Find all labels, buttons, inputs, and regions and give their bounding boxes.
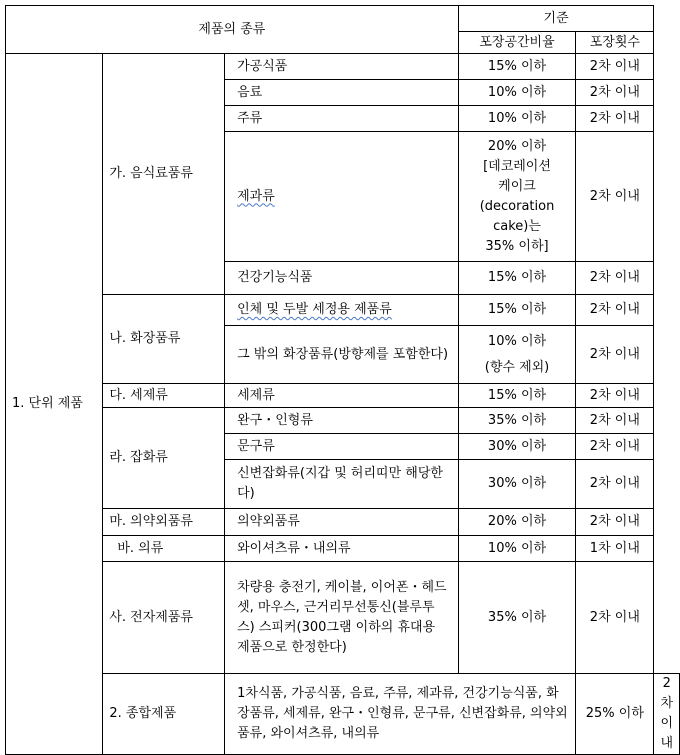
ratio-quasi-drug: 20% 이하 — [458, 509, 575, 536]
item-shirts-underwear: 와이셔츠류・내의류 — [225, 536, 459, 562]
item-health-food: 건강기능식품 — [225, 262, 459, 295]
count-stationery: 2차 이내 — [576, 434, 654, 460]
count-toys: 2차 이내 — [576, 408, 654, 434]
item-beverage: 음료 — [225, 80, 459, 106]
header-standard: 기준 — [458, 6, 654, 32]
ratio-shirts-underwear: 10% 이하 — [458, 536, 575, 562]
count-body-hair-wash: 2차 이내 — [576, 295, 654, 326]
count-health-food: 2차 이내 — [576, 262, 654, 295]
item-personal-goods: 신변잡화류(지갑 및 허리띠만 해당한다) — [225, 460, 459, 509]
count-other-cosmetics: 2차 이내 — [576, 326, 654, 384]
item-toys: 완구・인형류 — [225, 408, 459, 434]
ratio-beverage: 10% 이하 — [458, 80, 575, 106]
count-quasi-drug: 2차 이내 — [576, 509, 654, 536]
item-quasi-drug: 의약외품류 — [225, 509, 459, 536]
item-confectionery: 제과류 — [225, 132, 459, 262]
category-quasi-drug: 마. 의약외품류 — [103, 509, 225, 536]
header-space-ratio: 포장공간비율 — [458, 32, 575, 54]
category-sundries: 라. 잡화류 — [103, 408, 225, 509]
ratio-personal-goods: 30% 이하 — [458, 460, 575, 509]
ratio-other-cosmetics: 10% 이하 (향수 제외) — [458, 326, 575, 384]
item-liquor: 주류 — [225, 106, 459, 132]
count-personal-goods: 2차 이내 — [576, 460, 654, 509]
ratio-body-hair-wash: 15% 이하 — [458, 295, 575, 326]
count-electronics: 2차 이내 — [576, 562, 654, 674]
header-product-kind: 제품의 종류 — [6, 6, 459, 54]
group-unit-products: 1. 단위 제품 — [6, 54, 103, 755]
item-other-cosmetics: 그 밖의 화장품류(방향제를 포함한다) — [225, 326, 459, 384]
item-body-hair-wash: 인체 및 두발 세정용 제품류 — [225, 295, 459, 326]
ratio-stationery: 30% 이하 — [458, 434, 575, 460]
category-cosmetics: 나. 화장품류 — [103, 295, 225, 384]
count-beverage: 2차 이내 — [576, 80, 654, 106]
header-packaging-count: 포장횟수 — [576, 32, 654, 54]
ratio-combined: 25% 이하 — [576, 674, 654, 755]
count-liquor: 2차 이내 — [576, 106, 654, 132]
category-detergent: 다. 세제류 — [103, 384, 225, 408]
category-clothing: 바. 의류 — [103, 536, 225, 562]
item-processed-food: 가공식품 — [225, 54, 459, 80]
ratio-health-food: 15% 이하 — [458, 262, 575, 295]
category-electronics: 사. 전자제품류 — [103, 562, 225, 674]
item-combined: 1차식품, 가공식품, 음료, 주류, 제과류, 건강기능식품, 화장품류, 세제류, 완구・인형류, 문구류, 신변잡화류, 의약외품류, 와이셔츠류, 내의류 — [225, 674, 576, 755]
ratio-detergent: 15% 이하 — [458, 384, 575, 408]
group-combined-products: 2. 종합제품 — [103, 674, 225, 755]
count-combined: 2차 이내 — [654, 674, 680, 755]
count-detergent: 2차 이내 — [576, 384, 654, 408]
ratio-confectionery: 20% 이하 [데코레이션 케이크 (decoration cake)는 35% 이하] — [458, 132, 575, 262]
ratio-electronics: 35% 이하 — [458, 562, 575, 674]
count-shirts-underwear: 1차 이내 — [576, 536, 654, 562]
item-detergent: 세제류 — [225, 384, 459, 408]
count-confectionery: 2차 이내 — [576, 132, 654, 262]
item-stationery: 문구류 — [225, 434, 459, 460]
ratio-toys: 35% 이하 — [458, 408, 575, 434]
count-processed-food: 2차 이내 — [576, 54, 654, 80]
ratio-liquor: 10% 이하 — [458, 106, 575, 132]
packaging-standards-table — [5, 5, 680, 755]
item-electronics: 차량용 충전기, 케이블, 이어폰・헤드셋, 마우스, 근거리무선통신(블루투스) 스피커(300그램 이하의 휴대용 제품으로 한정한다) — [225, 562, 459, 674]
ratio-processed-food: 15% 이하 — [458, 54, 575, 80]
category-food: 가. 음식료품류 — [103, 54, 225, 295]
